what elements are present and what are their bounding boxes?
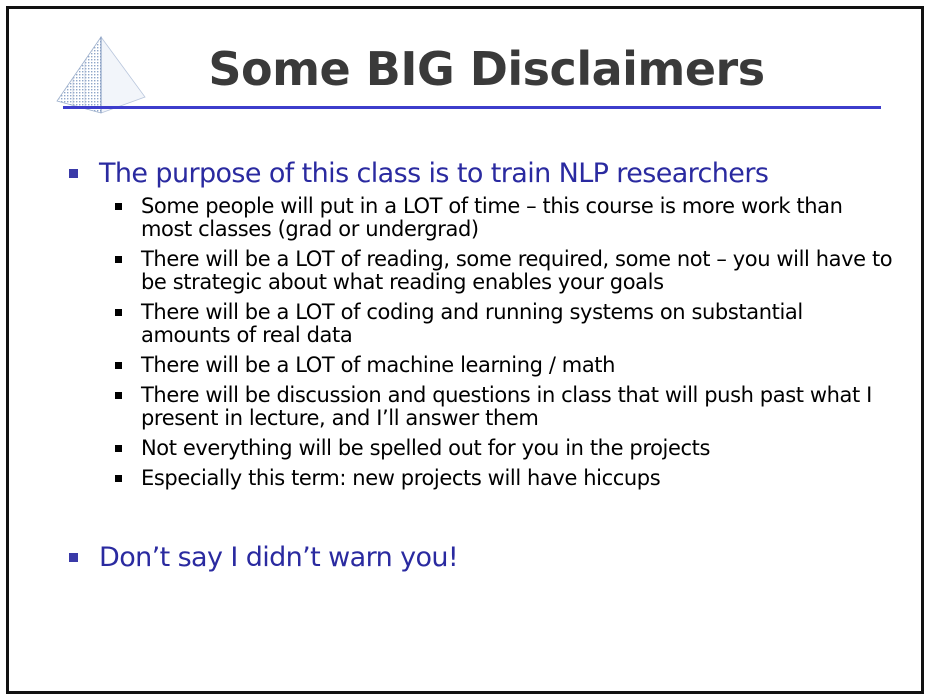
sub-point <box>113 248 893 294</box>
slide <box>6 6 924 694</box>
square-bullet-icon <box>69 553 78 562</box>
square-bullet-icon <box>115 392 122 399</box>
square-bullet-icon <box>69 169 78 178</box>
sub-point <box>113 384 893 430</box>
title-underline <box>63 106 881 109</box>
sub-point-text: There will be a LOT of machine learning / math <box>141 353 616 377</box>
sub-point-text: Especially this term: new projects will have hiccups <box>141 466 661 490</box>
main-point-text: The purpose of this class is to train NLP researchers <box>99 158 769 189</box>
sub-point-text: There will be a LOT of coding and running systems on substantial amounts of real data <box>141 300 803 347</box>
sub-point-text: Some people will put in a LOT of time – this course is more work than most classes (grad or undergrad) <box>141 194 843 241</box>
sub-point <box>113 354 893 377</box>
sub-point <box>113 437 893 460</box>
slide-title: Some BIG Disclaimers <box>208 42 765 96</box>
closing-point-text: Don’t say I didn’t warn you! <box>99 542 459 573</box>
square-bullet-icon <box>115 203 122 210</box>
square-bullet-icon <box>115 475 122 482</box>
sub-point-text: There will be discussion and questions in class that will push past what I present in lecture, and I’ll answer them <box>141 383 872 430</box>
sub-point-list <box>113 195 893 497</box>
sub-point-text: There will be a LOT of reading, some required, some not – you will have to be strategic about what reading enables your goals <box>141 247 893 294</box>
sub-point <box>113 467 893 490</box>
sub-point <box>113 301 893 347</box>
square-bullet-icon <box>115 445 122 452</box>
sub-point-text: Not everything will be spelled out for you in the projects <box>141 436 711 460</box>
square-bullet-icon <box>115 362 122 369</box>
sub-point <box>113 195 893 241</box>
square-bullet-icon <box>115 256 122 263</box>
square-bullet-icon <box>115 309 122 316</box>
